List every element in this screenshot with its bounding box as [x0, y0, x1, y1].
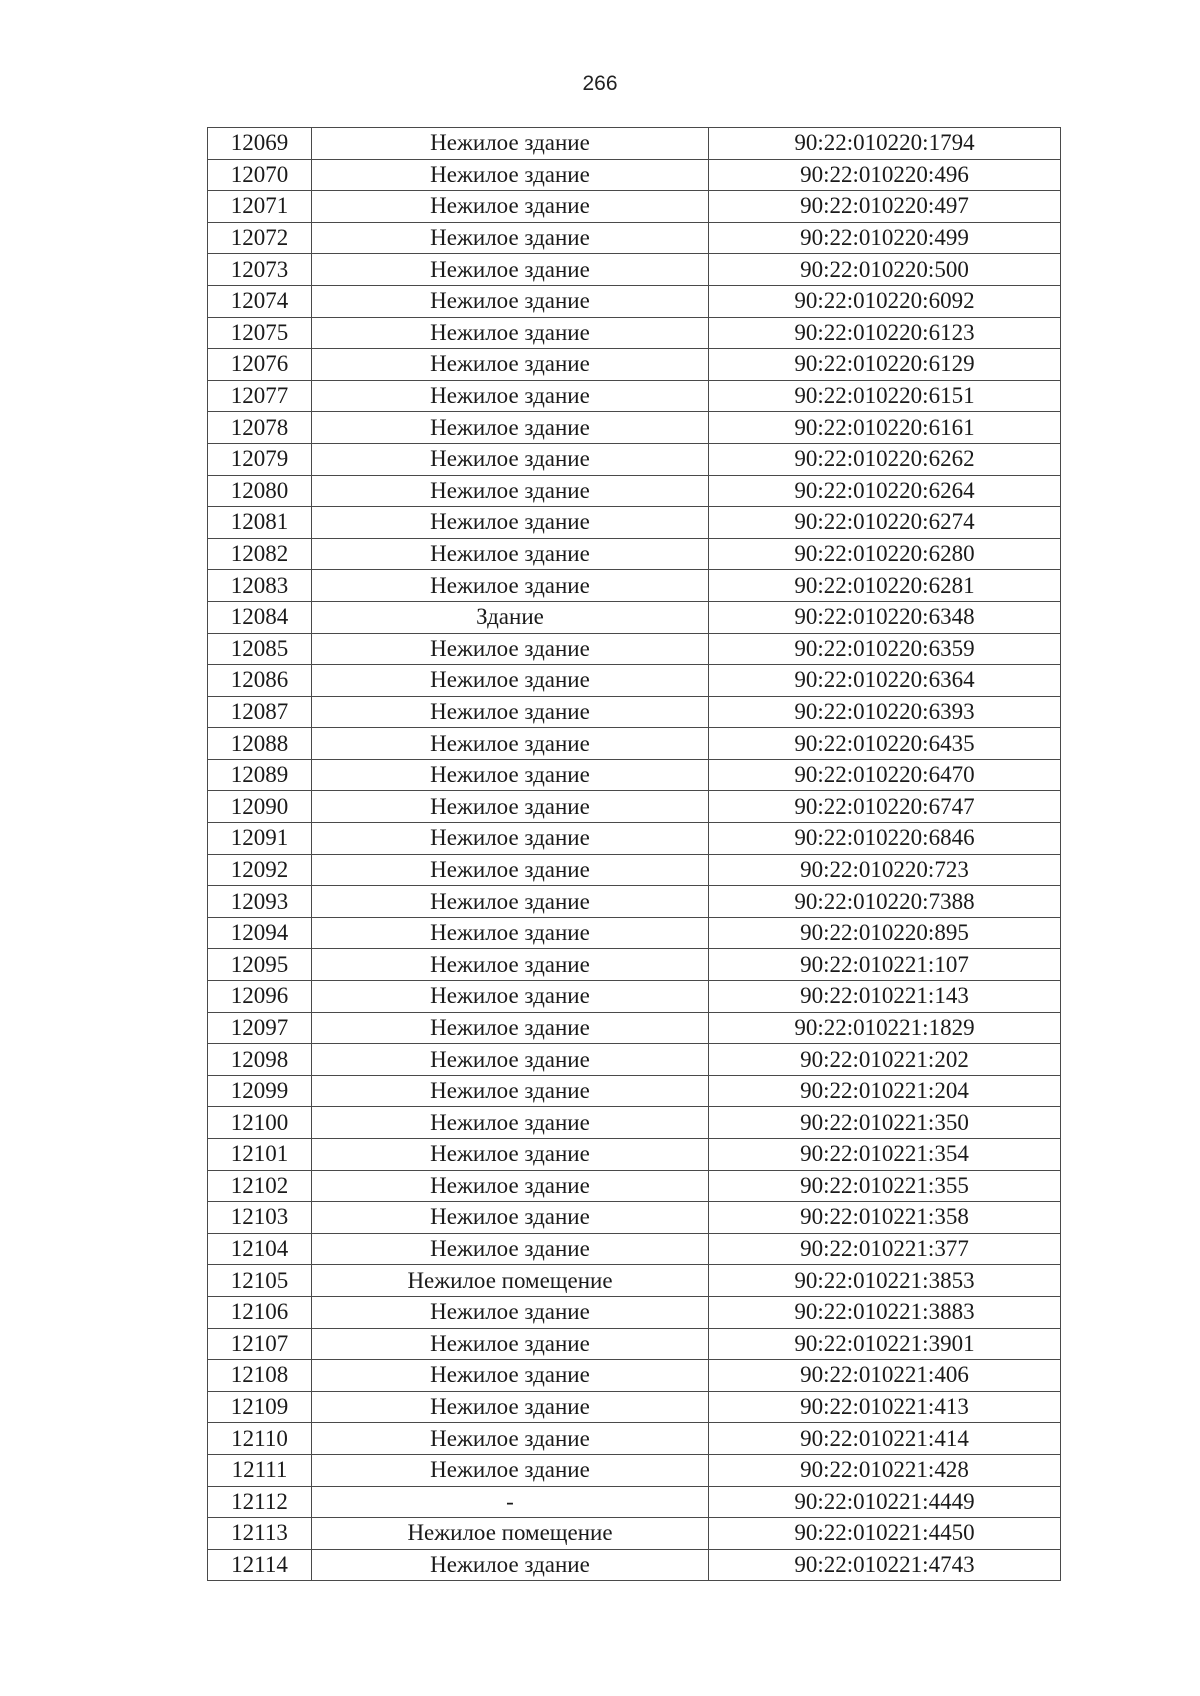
row-number-cell: 12107	[208, 1328, 312, 1360]
object-type-cell: Нежилое помещение	[312, 1265, 709, 1297]
row-number-cell: 12106	[208, 1296, 312, 1328]
object-type-cell: Нежилое здание	[312, 1549, 709, 1581]
table-row	[208, 317, 1061, 349]
object-type-cell: Нежилое здание	[312, 128, 709, 160]
object-type-cell: Нежилое здание	[312, 949, 709, 981]
table-row	[208, 1044, 1061, 1076]
object-type-cell: Нежилое здание	[312, 475, 709, 507]
object-type-cell: Нежилое здание	[312, 570, 709, 602]
cadastral-number-cell: 90:22:010220:6280	[709, 538, 1061, 570]
cadastral-number-cell: 90:22:010221:350	[709, 1107, 1061, 1139]
table-row	[208, 222, 1061, 254]
cadastral-number-cell: 90:22:010220:6359	[709, 633, 1061, 665]
table-row	[208, 1107, 1061, 1139]
page-number: 266	[582, 72, 618, 95]
cadastral-number-cell: 90:22:010220:6393	[709, 696, 1061, 728]
row-number-cell: 12110	[208, 1423, 312, 1455]
object-type-cell: Нежилое здание	[312, 1454, 709, 1486]
table-row	[208, 1233, 1061, 1265]
row-number-cell: 12088	[208, 728, 312, 760]
table-row	[208, 854, 1061, 886]
cadastral-number-cell: 90:22:010220:723	[709, 854, 1061, 886]
object-type-cell: Нежилое здание	[312, 1075, 709, 1107]
row-number-cell: 12098	[208, 1044, 312, 1076]
table-row	[208, 1139, 1061, 1171]
object-type-cell: Нежилое здание	[312, 823, 709, 855]
object-type-cell: Нежилое здание	[312, 412, 709, 444]
cadastral-number-cell: 90:22:010220:500	[709, 254, 1061, 286]
table-row	[208, 1296, 1061, 1328]
object-type-cell: Нежилое здание	[312, 349, 709, 381]
row-number-cell: 12082	[208, 538, 312, 570]
table-row	[208, 380, 1061, 412]
object-type-cell: Нежилое здание	[312, 1107, 709, 1139]
object-type-cell: Нежилое здание	[312, 317, 709, 349]
object-type-cell: Нежилое здание	[312, 1391, 709, 1423]
cadastral-number-cell: 90:22:010220:6846	[709, 823, 1061, 855]
cadastral-number-cell: 90:22:010220:6262	[709, 443, 1061, 475]
cadastral-number-cell: 90:22:010220:6281	[709, 570, 1061, 602]
cadastral-number-cell: 90:22:010221:355	[709, 1170, 1061, 1202]
table-row	[208, 1549, 1061, 1581]
object-type-cell: Нежилое здание	[312, 633, 709, 665]
table-row	[208, 254, 1061, 286]
cadastral-number-cell: 90:22:010220:6274	[709, 507, 1061, 539]
table-row	[208, 128, 1061, 160]
cadastral-number-cell: 90:22:010221:4449	[709, 1486, 1061, 1518]
cadastral-number-cell: 90:22:010220:499	[709, 222, 1061, 254]
table-row	[208, 1265, 1061, 1297]
row-number-cell: 12093	[208, 886, 312, 918]
object-type-cell: Нежилое здание	[312, 285, 709, 317]
table-row	[208, 1202, 1061, 1234]
row-number-cell: 12111	[208, 1454, 312, 1486]
cadastral-number-cell: 90:22:010221:3901	[709, 1328, 1061, 1360]
cadastral-number-cell: 90:22:010221:413	[709, 1391, 1061, 1423]
row-number-cell: 12105	[208, 1265, 312, 1297]
row-number-cell: 12075	[208, 317, 312, 349]
table-row	[208, 159, 1061, 191]
object-type-cell: -	[312, 1486, 709, 1518]
cadastral-number-cell: 90:22:010220:895	[709, 917, 1061, 949]
property-register-table	[207, 127, 1061, 1581]
object-type-cell: Нежилое здание	[312, 1296, 709, 1328]
object-type-cell: Нежилое здание	[312, 507, 709, 539]
table-row	[208, 696, 1061, 728]
row-number-cell: 12085	[208, 633, 312, 665]
row-number-cell: 12083	[208, 570, 312, 602]
row-number-cell: 12074	[208, 285, 312, 317]
object-type-cell: Нежилое здание	[312, 254, 709, 286]
cadastral-number-cell: 90:22:010220:6747	[709, 791, 1061, 823]
cadastral-number-cell: 90:22:010220:6151	[709, 380, 1061, 412]
object-type-cell: Нежилое здание	[312, 191, 709, 223]
cadastral-number-cell: 90:22:010221:4450	[709, 1518, 1061, 1550]
row-number-cell: 12100	[208, 1107, 312, 1139]
object-type-cell: Нежилое здание	[312, 1044, 709, 1076]
row-number-cell: 12102	[208, 1170, 312, 1202]
row-number-cell: 12094	[208, 917, 312, 949]
cadastral-number-cell: 90:22:010220:6129	[709, 349, 1061, 381]
table-row	[208, 791, 1061, 823]
cadastral-number-cell: 90:22:010221:3883	[709, 1296, 1061, 1328]
table-row	[208, 1423, 1061, 1455]
table-row	[208, 443, 1061, 475]
row-number-cell: 12114	[208, 1549, 312, 1581]
cadastral-number-cell: 90:22:010220:497	[709, 191, 1061, 223]
object-type-cell: Нежилое здание	[312, 791, 709, 823]
table-row	[208, 1328, 1061, 1360]
row-number-cell: 12096	[208, 981, 312, 1013]
table-row	[208, 538, 1061, 570]
table-row	[208, 917, 1061, 949]
table-row	[208, 665, 1061, 697]
object-type-cell: Нежилое здание	[312, 728, 709, 760]
table-row	[208, 285, 1061, 317]
table-row	[208, 507, 1061, 539]
object-type-cell: Нежилое здание	[312, 854, 709, 886]
row-number-cell: 12076	[208, 349, 312, 381]
cadastral-number-cell: 90:22:010220:6123	[709, 317, 1061, 349]
table-row	[208, 1075, 1061, 1107]
cadastral-number-cell: 90:22:010221:414	[709, 1423, 1061, 1455]
row-number-cell: 12109	[208, 1391, 312, 1423]
cadastral-number-cell: 90:22:010220:6161	[709, 412, 1061, 444]
cadastral-number-cell: 90:22:010221:202	[709, 1044, 1061, 1076]
table-row	[208, 728, 1061, 760]
object-type-cell: Нежилое здание	[312, 665, 709, 697]
cadastral-number-cell: 90:22:010221:377	[709, 1233, 1061, 1265]
cadastral-number-cell: 90:22:010220:6435	[709, 728, 1061, 760]
row-number-cell: 12077	[208, 380, 312, 412]
table-row	[208, 601, 1061, 633]
row-number-cell: 12072	[208, 222, 312, 254]
cadastral-number-cell: 90:22:010221:358	[709, 1202, 1061, 1234]
row-number-cell: 12080	[208, 475, 312, 507]
cadastral-number-cell: 90:22:010221:428	[709, 1454, 1061, 1486]
row-number-cell: 12108	[208, 1360, 312, 1392]
table-row	[208, 475, 1061, 507]
cadastral-number-cell: 90:22:010221:107	[709, 949, 1061, 981]
row-number-cell: 12091	[208, 823, 312, 855]
cadastral-number-cell: 90:22:010220:6348	[709, 601, 1061, 633]
object-type-cell: Нежилое здание	[312, 1012, 709, 1044]
object-type-cell: Нежилое здание	[312, 886, 709, 918]
row-number-cell: 12071	[208, 191, 312, 223]
table-row	[208, 1518, 1061, 1550]
table-body	[208, 128, 1061, 1581]
cadastral-number-cell: 90:22:010220:7388	[709, 886, 1061, 918]
object-type-cell: Нежилое здание	[312, 443, 709, 475]
table-row	[208, 570, 1061, 602]
table-row	[208, 1012, 1061, 1044]
cadastral-number-cell: 90:22:010221:143	[709, 981, 1061, 1013]
cadastral-number-cell: 90:22:010220:6264	[709, 475, 1061, 507]
row-number-cell: 12113	[208, 1518, 312, 1550]
cadastral-number-cell: 90:22:010220:6092	[709, 285, 1061, 317]
table-row	[208, 823, 1061, 855]
table-row	[208, 1360, 1061, 1392]
object-type-cell: Нежилое здание	[312, 538, 709, 570]
row-number-cell: 12084	[208, 601, 312, 633]
row-number-cell: 12104	[208, 1233, 312, 1265]
cadastral-number-cell: 90:22:010221:354	[709, 1139, 1061, 1171]
object-type-cell: Нежилое здание	[312, 222, 709, 254]
cadastral-number-cell: 90:22:010220:496	[709, 159, 1061, 191]
row-number-cell: 12101	[208, 1139, 312, 1171]
cadastral-number-cell: 90:22:010220:6364	[709, 665, 1061, 697]
object-type-cell: Нежилое здание	[312, 759, 709, 791]
row-number-cell: 12078	[208, 412, 312, 444]
object-type-cell: Нежилое помещение	[312, 1518, 709, 1550]
object-type-cell: Нежилое здание	[312, 159, 709, 191]
object-type-cell: Нежилое здание	[312, 696, 709, 728]
row-number-cell: 12112	[208, 1486, 312, 1518]
row-number-cell: 12099	[208, 1075, 312, 1107]
table-row	[208, 1170, 1061, 1202]
table-row	[208, 949, 1061, 981]
table-row	[208, 759, 1061, 791]
table-row	[208, 191, 1061, 223]
row-number-cell: 12103	[208, 1202, 312, 1234]
object-type-cell: Нежилое здание	[312, 1139, 709, 1171]
table-row	[208, 886, 1061, 918]
object-type-cell: Нежилое здание	[312, 380, 709, 412]
row-number-cell: 12090	[208, 791, 312, 823]
table-row	[208, 633, 1061, 665]
object-type-cell: Нежилое здание	[312, 1328, 709, 1360]
object-type-cell: Нежилое здание	[312, 1360, 709, 1392]
table-row	[208, 1486, 1061, 1518]
cadastral-number-cell: 90:22:010221:1829	[709, 1012, 1061, 1044]
row-number-cell: 12070	[208, 159, 312, 191]
row-number-cell: 12086	[208, 665, 312, 697]
cadastral-number-cell: 90:22:010221:3853	[709, 1265, 1061, 1297]
row-number-cell: 12089	[208, 759, 312, 791]
row-number-cell: 12073	[208, 254, 312, 286]
object-type-cell: Нежилое здание	[312, 981, 709, 1013]
cadastral-number-cell: 90:22:010220:6470	[709, 759, 1061, 791]
row-number-cell: 12081	[208, 507, 312, 539]
cadastral-number-cell: 90:22:010221:4743	[709, 1549, 1061, 1581]
cadastral-number-cell: 90:22:010221:406	[709, 1360, 1061, 1392]
table-row	[208, 981, 1061, 1013]
table-row	[208, 1454, 1061, 1486]
table-row	[208, 412, 1061, 444]
table-row	[208, 349, 1061, 381]
object-type-cell: Нежилое здание	[312, 1170, 709, 1202]
cadastral-number-cell: 90:22:010221:204	[709, 1075, 1061, 1107]
cadastral-number-cell: 90:22:010220:1794	[709, 128, 1061, 160]
object-type-cell: Нежилое здание	[312, 1423, 709, 1455]
object-type-cell: Нежилое здание	[312, 917, 709, 949]
row-number-cell: 12079	[208, 443, 312, 475]
row-number-cell: 12087	[208, 696, 312, 728]
object-type-cell: Нежилое здание	[312, 1233, 709, 1265]
row-number-cell: 12097	[208, 1012, 312, 1044]
object-type-cell: Здание	[312, 601, 709, 633]
row-number-cell: 12092	[208, 854, 312, 886]
object-type-cell: Нежилое здание	[312, 1202, 709, 1234]
row-number-cell: 12069	[208, 128, 312, 160]
row-number-cell: 12095	[208, 949, 312, 981]
table-row	[208, 1391, 1061, 1423]
